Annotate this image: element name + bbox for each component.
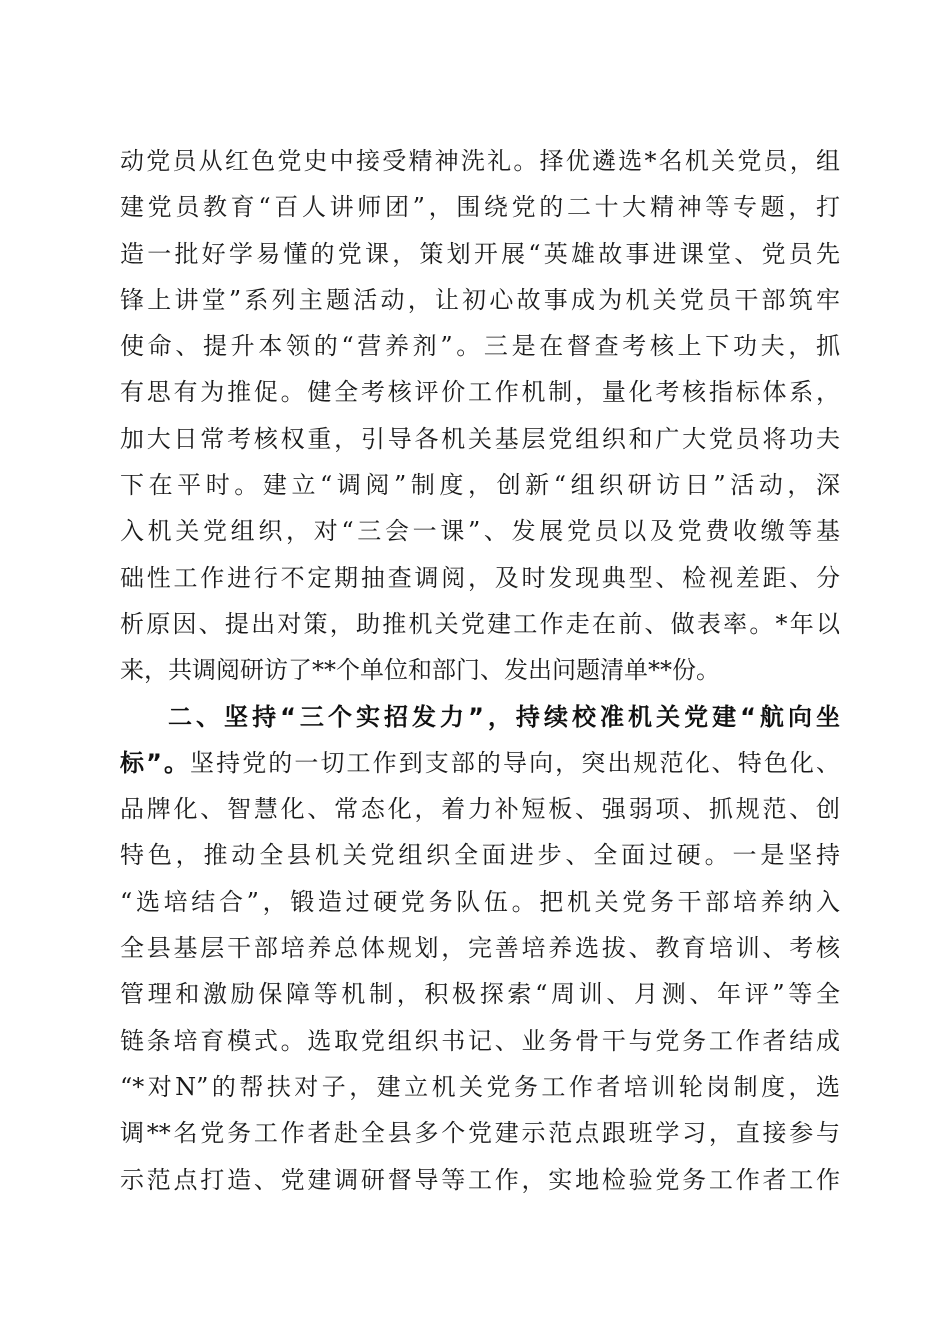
text-line: 础性工作进行不定期抽查调阅，及时发现典型、检视差距、分 — [120, 563, 840, 592]
text-line: 调**名党务工作者赴全县多个党建示范点跟班学习，直接参与 — [120, 1119, 840, 1148]
paragraph-2 — [120, 694, 840, 1203]
text-line: 下在平时。建立“调阅”制度，创新“组织研访日”活动，深 — [120, 471, 840, 500]
text-line: 析原因、提出对策，助推机关党建工作走在前、做表率。*年以 — [120, 609, 840, 638]
text-line: 锋上讲堂”系列主题活动，让初心故事成为机关党员干部筑牢 — [120, 285, 840, 314]
text-segment: 坚持党的一切工作到支部的导向，突出规范化、特色化、 — [190, 748, 840, 777]
text-line: 动党员从红色党史中接受精神洗礼。择优遴选*名机关党员，组 — [120, 147, 840, 175]
text-line: 加大日常考核权重，引导各机关基层党组织和广大党员将功夫 — [120, 424, 840, 453]
text-line: 使命、提升本领的“营养剂”。三是在督查考核上下功夫，抓 — [120, 332, 840, 361]
text-line: “选培结合”，锻造过硬党务队伍。把机关党务干部培养纳入 — [120, 887, 840, 916]
text-line: 来，共调阅研访了**个单位和部门、发出问题清单**份。 — [120, 656, 720, 685]
text-line: 全县基层干部培养总体规划，完善培养选拔、教育培训、考核 — [120, 934, 840, 963]
text-line: 链条培育模式。选取党组织书记、业务骨干与党务工作者结成 — [120, 1026, 840, 1055]
text-line — [120, 740, 840, 786]
text-line: 特色，推动全县机关党组织全面进步、全面过硬。一是坚持 — [120, 841, 840, 870]
section-heading-tail: 标”。 — [120, 748, 191, 777]
text-line: “*对N”的帮扶对子，建立机关党务工作者培训轮岗制度，选 — [120, 1072, 840, 1101]
text-line: 建党员教育“百人讲师团”，围绕党的二十大精神等专题，打 — [120, 193, 840, 222]
text-line: 示范点打造、党建调研督导等工作，实地检验党务工作者工作 — [120, 1165, 840, 1194]
text-line: 品牌化、智慧化、常态化，着力补短板、强弱项、抓规范、创 — [120, 795, 840, 824]
text-line: 管理和激励保障等机制，积极探索“周训、月测、年评”等全 — [120, 980, 840, 1009]
section-heading-text: 二、坚持“三个实招发力”，持续校准机关党建“航向坐 — [168, 702, 840, 731]
text-line: 入机关党组织，对“三会一课”、发展党员以及党费收缴等基 — [120, 517, 840, 546]
text-line: 有思有为推促。健全考核评价工作机制，量化考核指标体系， — [120, 378, 840, 407]
paragraph-1 — [120, 138, 840, 694]
section-heading — [120, 694, 840, 740]
text-line: 造一批好学易懂的党课，策划开展“英雄故事进课堂、党员先 — [120, 239, 840, 268]
document-body — [120, 138, 840, 1203]
